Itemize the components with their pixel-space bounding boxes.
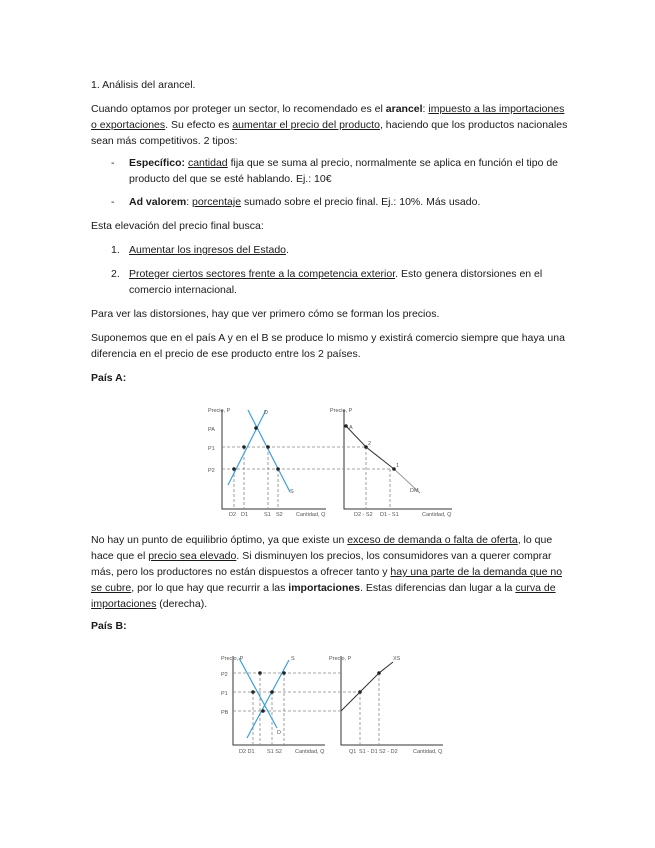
autarky-point-a [254, 426, 258, 430]
demand-label-a: D [264, 410, 268, 416]
type-ad-valorem: Ad valorem: porcentaje sumado sobre el precio final. Ej.: 10%. Más usado. [129, 196, 481, 208]
b-autarky-point [261, 709, 265, 713]
tick-d2-s2: D2 - S2 [354, 512, 373, 518]
tick-pa: PA [208, 427, 215, 433]
left-xlabel-b: Cantidad, Q [295, 749, 325, 755]
right-xlabel-a: Cantidad, Q [422, 512, 452, 518]
import-point-a [344, 424, 348, 428]
goal-1: Aumentar los ingresos del Estado. [129, 244, 289, 256]
country-a-label: País A: [91, 372, 127, 384]
import-demand-line [346, 426, 394, 469]
goal-2: Proteger ciertos sectores frente a la competencia exterior. Esto genera distorsiones en el comercio internacional. [129, 268, 543, 296]
tick-d1-s1: D1 - S1 [380, 512, 399, 518]
country-b-label: País B: [91, 620, 127, 632]
right-ylabel-b: Precio, P [329, 656, 352, 662]
left-xlabel-a: Cantidad, Q [296, 512, 326, 518]
demand-point-1 [266, 445, 270, 449]
tick-s1-d1: S1 - D1 [359, 749, 378, 755]
left-ylabel-b: Precio, P [221, 656, 244, 662]
import-label-1: 1 [396, 463, 400, 469]
tick-s1: S1 [264, 512, 271, 518]
demand-label-b: D [277, 730, 281, 736]
b-point-d2 [258, 671, 262, 675]
export-curve-label: XS [393, 656, 401, 662]
tick-b-s1-s2: S1 S2 [267, 749, 282, 755]
tick-s2-d2: S2 - D2 [379, 749, 398, 755]
export-point-2 [377, 671, 381, 675]
tick-d2: D2 [229, 512, 237, 518]
import-curve-label: DM [410, 488, 419, 494]
tick-b-d2-d1: D2 D1 [239, 749, 255, 755]
tick-s2: S2 [276, 512, 283, 518]
figure-country-a [200, 400, 465, 520]
tick-d1: D1 [241, 512, 249, 518]
b-point-s2 [282, 671, 286, 675]
goal-2-marker: 2. [111, 268, 120, 280]
supply-point-1 [242, 445, 246, 449]
tick-p2: P2 [208, 468, 215, 474]
type-specific-marker: - [111, 157, 115, 169]
type-specific: Específico: cantidad fija que se suma al precio, normalmente se aplica en función el tipo de producto del que se esté hablando. Ej.: 10€ [129, 157, 559, 185]
right-axes-b [341, 656, 443, 745]
demand-point-2 [276, 467, 280, 471]
suppose-paragraph: Suponemos que en el país A y en el B se produce lo mismo y existirá comercio siempre que haya una diferencia en el precio de ese producto entre los 2 países. [91, 332, 565, 360]
elevation-intro: Esta elevación del precio final busca: [91, 220, 264, 232]
supply-point-2 [232, 467, 236, 471]
distortions-paragraph: Para ver las distorsiones, hay que ver primero cómo se forman los precios. [91, 308, 440, 320]
export-supply-line [341, 662, 393, 711]
goal-1-marker: 1. [111, 244, 120, 256]
tick-b-p2: P2 [221, 672, 228, 678]
tick-q1: Q1 [349, 749, 357, 755]
import-label-a: A [349, 425, 353, 431]
right-ylabel-a: Precio, P [330, 408, 353, 414]
supply-label-a: S [290, 489, 294, 495]
right-xlabel-b: Cantidad, Q [413, 749, 443, 755]
export-point-1 [358, 690, 362, 694]
right-axes [344, 410, 452, 509]
section-heading: 1. Análisis del arancel. [91, 79, 196, 91]
b-point-s1 [270, 690, 274, 694]
left-ylabel-a: Precio, P [208, 408, 231, 414]
tick-b-p1: P1 [221, 691, 228, 697]
supply-label-b: S [291, 656, 295, 662]
tick-b-pb: PB [221, 710, 229, 716]
b-point-d1 [251, 690, 255, 694]
demand-line-a [248, 410, 290, 492]
supply-line-a [228, 410, 266, 485]
tick-p1: P1 [208, 446, 215, 452]
intro-paragraph: Cuando optamos por proteger un sector, lo recomendado es el arancel: impuesto a las importaciones o exportaciones. Su efecto es aumentar el precio del producto, haciendo que los productos nacionales sean más competitivos. 2 tipos: [91, 103, 568, 147]
figure-country-b [215, 648, 450, 760]
import-label-2: 2 [368, 441, 372, 447]
explanation-paragraph: No hay un punto de equilibrio óptimo, ya que existe un exceso de demanda o falta de oferta, lo que hace que el precio sea elevado. Si disminuyen los precios, los consumidores van a querer comprar más, pero los productores no están dispuestos a ofrecer tanto y hay una parte de la demanda que no se cubre, por lo que hay que recurrir a las importaciones. Estas diferencias dan lugar a la curva de importaciones (derecha). [91, 534, 563, 610]
type-ad-valorem-marker: - [111, 196, 115, 208]
